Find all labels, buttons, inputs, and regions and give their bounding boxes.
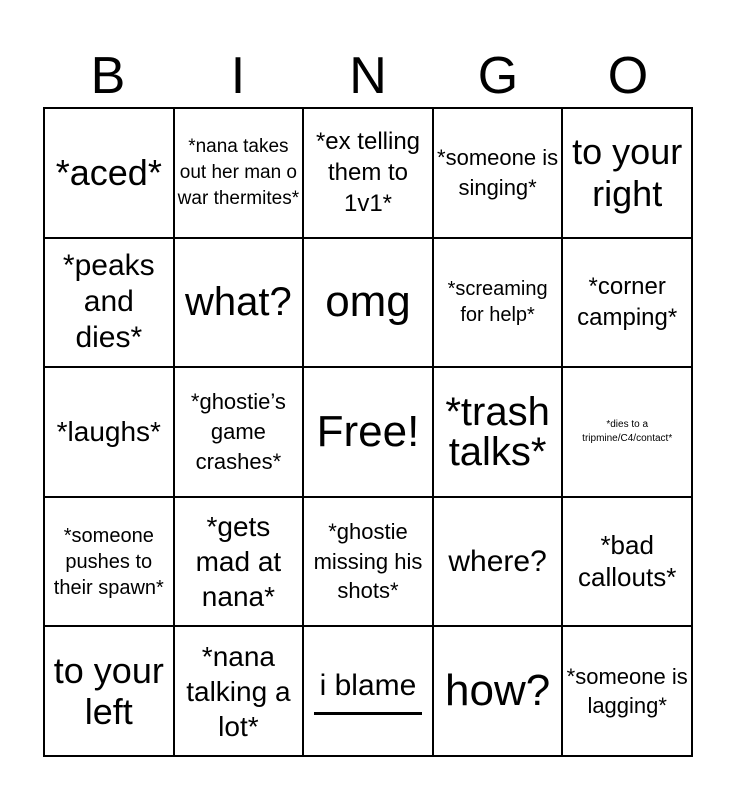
bingo-cell-gets-mad-at-nana[interactable] (174, 497, 304, 627)
cell-text: what? (185, 280, 292, 325)
bingo-cell-screaming-for-help[interactable] (433, 238, 563, 368)
header-letter-g: G (477, 47, 519, 105)
cell-text: *aced* (55, 152, 162, 194)
bingo-cell-someone-lagging[interactable] (562, 626, 692, 756)
bingo-cell-nana-talking-a-lot[interactable] (174, 626, 304, 756)
bingo-cell-bad-callouts[interactable] (562, 497, 692, 627)
cell-text: *trash talks* (445, 389, 550, 474)
cell-text: *gets mad at nana* (195, 511, 282, 613)
bingo-cell-laughs[interactable] (44, 367, 174, 497)
cell-text: *someone is lagging* (566, 663, 688, 719)
cell-text: Free! (316, 406, 420, 456)
bingo-cell-to-your-left[interactable] (44, 626, 174, 756)
bingo-cell-ghostie-game-crashes[interactable] (174, 367, 304, 497)
cell-text: *bad callouts* (578, 529, 677, 592)
header-letter-i: I (230, 47, 246, 105)
cell-text: *screaming for help* (447, 278, 548, 327)
bingo-cell-ex-1v1[interactable] (303, 108, 433, 238)
cell-text: where? (448, 544, 547, 578)
cell-text: *laughs* (56, 416, 161, 448)
blank-underline (314, 712, 422, 715)
cell-text: to your left (53, 649, 164, 733)
cell-text: *nana talking a lot* (186, 640, 291, 742)
bingo-grid (43, 107, 693, 757)
i-blame-content (314, 668, 422, 715)
cell-text: to your right (572, 131, 683, 214)
bingo-cell-corner-camping[interactable] (562, 238, 692, 368)
cell-text: *someone is singing* (437, 145, 559, 200)
bingo-cell-to-your-right[interactable] (562, 108, 692, 238)
bingo-cell-what[interactable] (174, 238, 304, 368)
header-letter-n: N (349, 47, 387, 105)
bingo-cell-nana-thermites[interactable] (174, 108, 304, 238)
cell-text: *ex telling them to 1v1* (315, 128, 421, 218)
cell-text: *ghostie’s game crashes* (190, 389, 286, 474)
bingo-cell-omg[interactable] (303, 238, 433, 368)
bingo-cell-trash-talks[interactable] (433, 367, 563, 497)
cell-text: *nana takes out her man o war thermites* (177, 136, 300, 209)
cell-text: *corner camping* (577, 273, 678, 332)
bingo-cell-someone-singing[interactable] (433, 108, 563, 238)
bingo-cell-ghostie-missing-shots[interactable] (303, 497, 433, 627)
cell-text: *someone pushes to their spawn* (53, 524, 164, 599)
bingo-cell-how[interactable] (433, 626, 563, 756)
bingo-cell-someone-pushes-spawn[interactable] (44, 497, 174, 627)
header-letter-o: O (607, 47, 649, 105)
cell-text: *peaks and dies* (62, 249, 155, 355)
bingo-cell-peaks-and-dies[interactable] (44, 238, 174, 368)
bingo-header (43, 46, 693, 106)
bingo-cell-where[interactable] (433, 497, 563, 627)
bingo-cell-free[interactable] (303, 367, 433, 497)
bingo-cell-aced[interactable] (44, 108, 174, 238)
header-letter-b: B (90, 47, 126, 105)
cell-text: how? (445, 666, 551, 716)
cell-text: omg (325, 277, 411, 327)
cell-text: i blame (319, 668, 417, 702)
bingo-cell-i-blame[interactable] (303, 626, 433, 756)
bingo-cell-dies-to-tripmine[interactable] (562, 367, 692, 497)
cell-text: *ghostie missing his shots* (313, 519, 423, 604)
cell-text: *dies to a tripmine/C4/contact* (582, 418, 673, 444)
